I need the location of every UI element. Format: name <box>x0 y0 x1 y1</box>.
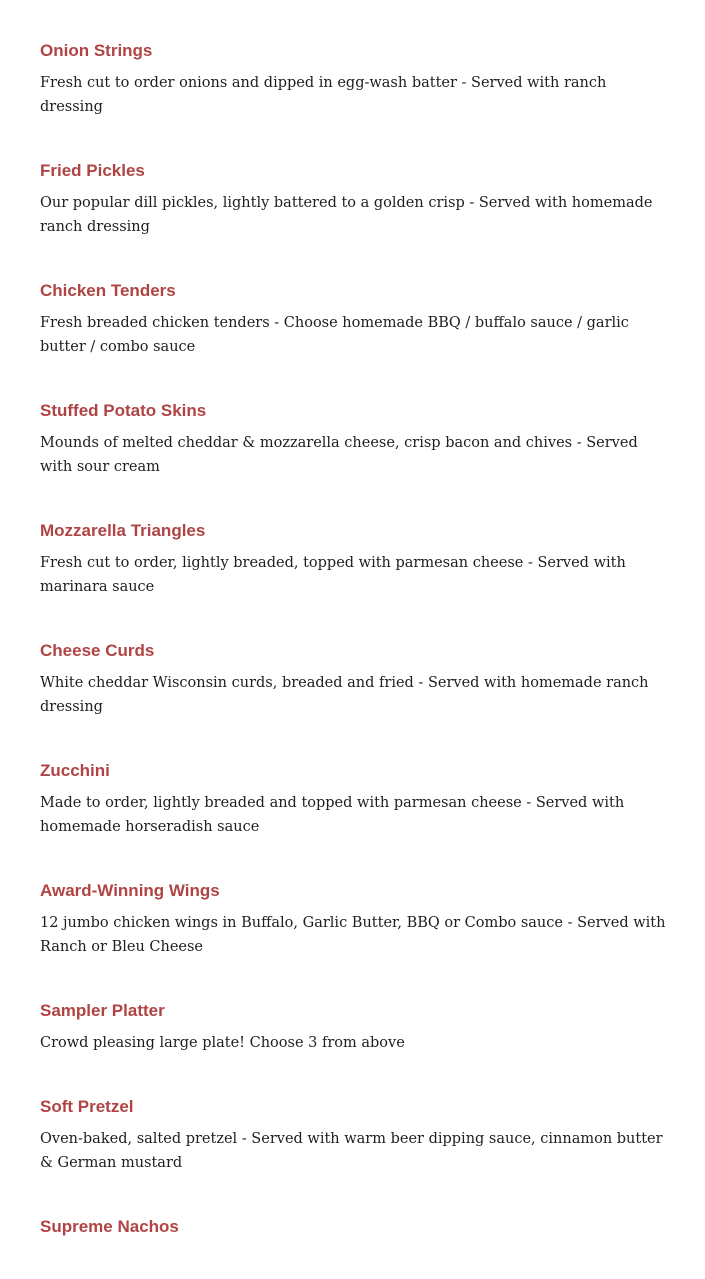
menu-item <box>40 400 670 479</box>
menu-item-name: Onion Strings <box>40 41 153 60</box>
menu-item-name: Cheese Curds <box>40 641 155 660</box>
menu-item <box>40 520 670 599</box>
menu-item <box>40 760 670 839</box>
menu-item-description: Fresh cut to order, lightly breaded, topped with parmesan cheese - Served with marinara sauce <box>40 555 626 595</box>
menu-item-name: Soft Pretzel <box>40 1097 134 1116</box>
menu-item <box>40 1000 670 1055</box>
menu-item-name: Stuffed Potato Skins <box>40 401 207 420</box>
menu-item-name: Sampler Platter <box>40 1001 165 1020</box>
menu-item <box>40 1096 670 1175</box>
menu-item-description: 12 jumbo chicken wings in Buffalo, Garlic Butter, BBQ or Combo sauce - Served with Ranch or Bleu Cheese <box>40 915 666 955</box>
appetizer-menu <box>40 40 670 1279</box>
menu-item-description: Fresh breaded chicken tenders - Choose homemade BBQ / buffalo sauce / garlic butter / combo sauce <box>40 315 629 355</box>
menu-item-description: Made to order, lightly breaded and topped with parmesan cheese - Served with homemade horseradish sauce <box>40 795 625 835</box>
menu-item-name: Fried Pickles <box>40 161 145 180</box>
menu-item-name: Mozzarella Triangles <box>40 521 206 540</box>
menu-item-description: Fresh cut to order onions and dipped in egg-wash batter - Served with ranch dressing <box>40 75 607 115</box>
menu-item-name: Chicken Tenders <box>40 281 176 300</box>
menu-item-description: Oven-baked, salted pretzel - Served with warm beer dipping sauce, cinnamon butter & German mustard <box>40 1131 663 1171</box>
menu-item-name: Award-Winning Wings <box>40 881 220 900</box>
menu-item-description: Mounds of melted cheddar & mozzarella cheese, crisp bacon and chives - Served with sour cream <box>40 435 638 475</box>
menu-item <box>40 40 670 119</box>
menu-item <box>40 1216 670 1238</box>
menu-item-description: White cheddar Wisconsin curds, breaded and fried - Served with homemade ranch dressing <box>40 675 649 715</box>
menu-item-description: Our popular dill pickles, lightly battered to a golden crisp - Served with homemade ranch dressing <box>40 195 653 235</box>
menu-item-name: Supreme Nachos <box>40 1217 179 1236</box>
menu-item-name: Zucchini <box>40 761 110 780</box>
menu-item <box>40 160 670 239</box>
menu-item <box>40 880 670 959</box>
menu-item-description: Crowd pleasing large plate! Choose 3 from above <box>40 1035 405 1051</box>
menu-item <box>40 280 670 359</box>
menu-item <box>40 640 670 719</box>
